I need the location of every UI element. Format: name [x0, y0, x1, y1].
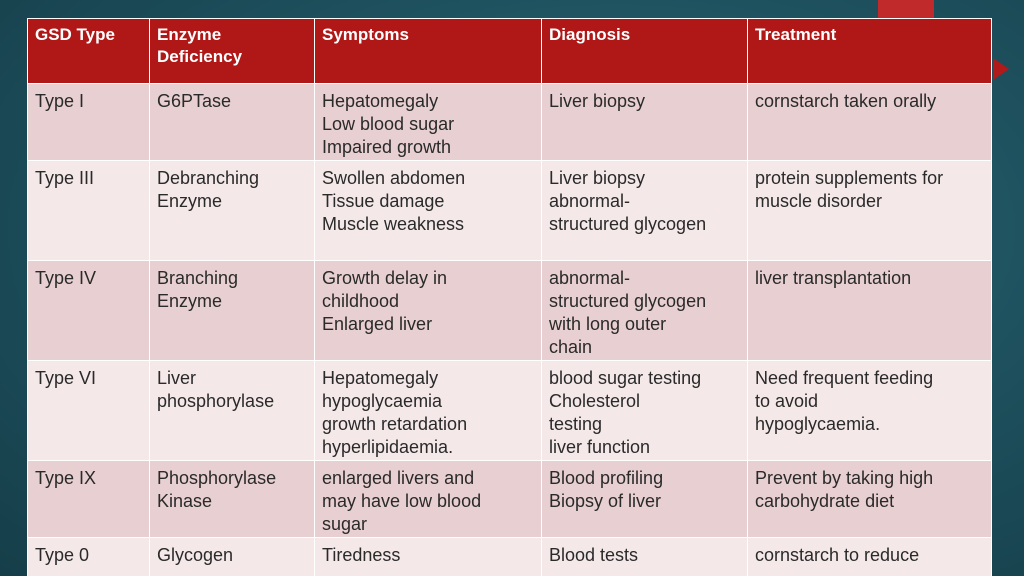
corner-accent-bar	[878, 0, 934, 18]
cell-treatment: Need frequent feeding to avoid hypoglycaemia.	[748, 361, 992, 461]
table-row	[28, 361, 992, 461]
cell-diagnosis: Liver biopsy abnormal- structured glycogen	[542, 161, 748, 261]
cell-treatment: cornstarch to reduce	[748, 538, 992, 576]
cell-gsd-type: Type 0	[28, 538, 150, 576]
header-gsd-type: GSD Type	[28, 19, 150, 84]
cell-gsd-type: Type IX	[28, 461, 150, 538]
cell-gsd-type: Type I	[28, 84, 150, 161]
cell-treatment: protein supplements for muscle disorder	[748, 161, 992, 261]
cell-symptoms: enlarged livers and may have low blood sugar	[315, 461, 542, 538]
cell-diagnosis: abnormal- structured glycogen with long outer chain	[542, 261, 748, 361]
cell-diagnosis: Blood profiling Biopsy of liver	[542, 461, 748, 538]
cell-enzyme: Debranching Enzyme	[150, 161, 315, 261]
cell-enzyme: Glycogen	[150, 538, 315, 576]
gsd-table	[27, 18, 992, 576]
cell-diagnosis: blood sugar testing Cholesterol testing liver function	[542, 361, 748, 461]
header-enzyme-deficiency: Enzyme Deficiency	[150, 19, 315, 84]
header-treatment: Treatment	[748, 19, 992, 84]
cell-symptoms: Hepatomegaly hypoglycaemia growth retardation hyperlipidaemia.	[315, 361, 542, 461]
cell-diagnosis: Liver biopsy	[542, 84, 748, 161]
cell-treatment: Prevent by taking high carbohydrate diet	[748, 461, 992, 538]
cell-treatment: cornstarch taken orally	[748, 84, 992, 161]
table-row	[28, 161, 992, 261]
cell-enzyme: Phosphorylase Kinase	[150, 461, 315, 538]
cell-symptoms: Tiredness	[315, 538, 542, 576]
cell-enzyme: G6PTase	[150, 84, 315, 161]
cell-treatment: liver transplantation	[748, 261, 992, 361]
cell-gsd-type: Type VI	[28, 361, 150, 461]
cell-enzyme: Liver phosphorylase	[150, 361, 315, 461]
cell-diagnosis: Blood tests	[542, 538, 748, 576]
table-row	[28, 84, 992, 161]
table-row	[28, 461, 992, 538]
header-diagnosis: Diagnosis	[542, 19, 748, 84]
header-symptoms: Symptoms	[315, 19, 542, 84]
slide-arrow-decoration	[993, 58, 1009, 80]
table-row	[28, 538, 992, 576]
cell-enzyme: Branching Enzyme	[150, 261, 315, 361]
cell-symptoms: Swollen abdomen Tissue damage Muscle weakness	[315, 161, 542, 261]
cell-symptoms: Hepatomegaly Low blood sugar Impaired growth	[315, 84, 542, 161]
table-row	[28, 261, 992, 361]
cell-gsd-type: Type IV	[28, 261, 150, 361]
cell-symptoms: Growth delay in childhood Enlarged liver	[315, 261, 542, 361]
cell-gsd-type: Type III	[28, 161, 150, 261]
table-header-row	[28, 19, 992, 84]
